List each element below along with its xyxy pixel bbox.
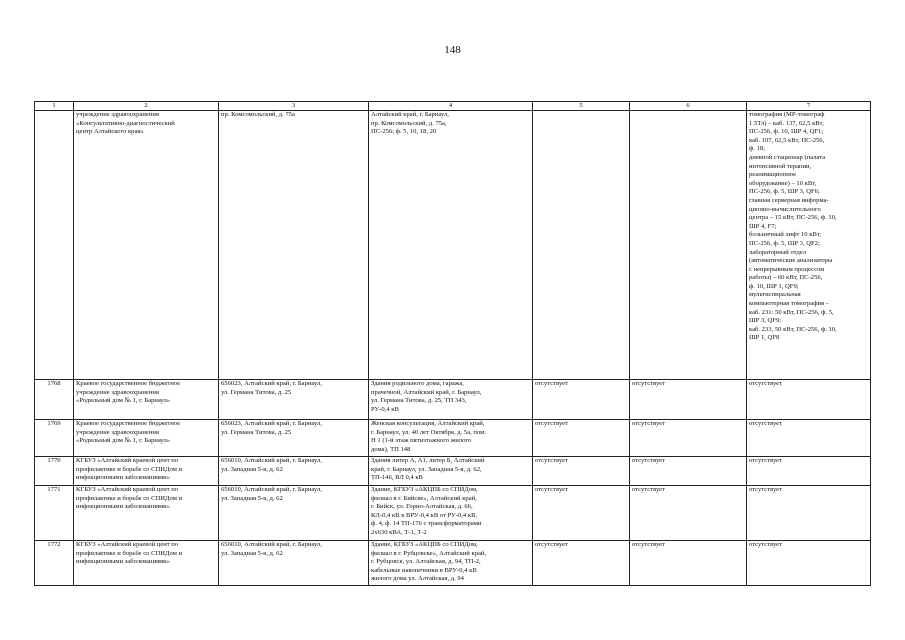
cell-text-line: работы) – 60 кВт, ПС-256, — [749, 274, 823, 282]
organization-address — [219, 457, 369, 486]
cell-text-line: главная серверная информа- — [749, 196, 829, 204]
column-5-value — [533, 111, 630, 380]
object-description — [369, 541, 533, 586]
cell-text-line: ф. 10, ШР 1, QF9; — [749, 282, 799, 290]
cell-text-line: отсутствует — [749, 420, 782, 427]
cell-text-line: прачечной, Алтайский край, г. Барнаул, — [371, 388, 482, 396]
row-number — [35, 111, 74, 380]
cell-text-line: г. Барнаул, ул. 40 лет Октября, д. 5а, пом. — [371, 428, 486, 436]
cell-text-line: каб. 107, 62,5 кВт, ПС-256, — [749, 136, 825, 144]
cell-text-line: КЛ-0,4 кВ в ВРУ-0,4 кВ от РУ-0,4 кВ, — [371, 511, 478, 519]
organization-name — [74, 111, 219, 380]
object-description — [369, 380, 533, 420]
cell-text-line: ул. Западная 5-я, д. 62 — [221, 465, 283, 473]
cell-text-line: Краевое государственное бюджетное — [76, 380, 181, 387]
cell-text-line: дневной стационар (палата — [749, 153, 826, 161]
column-6-value — [630, 420, 747, 457]
page-number: 148 — [444, 44, 461, 56]
cell-text-line: ПС-256, ф. 10, ШР 4, QF1; — [749, 128, 824, 136]
table-row — [35, 420, 871, 457]
cell-text-line: жилого дома ул. Алтайская, д. 94 — [371, 575, 464, 583]
column-header-row — [35, 102, 871, 111]
cell-text-line: отсутствует — [535, 541, 568, 548]
cell-text-line: Здания литер А, А1, литер Б, Алтайский — [371, 457, 485, 464]
cell-text-line: ПС-256, ф. 5, ШР 3, QF2; — [749, 239, 820, 247]
column-7-value — [747, 541, 871, 586]
row-number: 1772 — [35, 541, 74, 586]
cell-text-line: г. Рубцовск, ул. Алтайская, д. 94, ТП-2, — [371, 558, 481, 566]
cell-text-line: Краевое государственное бюджетное — [76, 420, 181, 427]
cell-text-line: Алтайский край, г. Барнаул, — [371, 111, 449, 118]
cell-text-line: ул. Германа Титова, д. 25, ТП 343, — [371, 397, 467, 405]
cell-text-line: инфекционными заболеваниями» — [76, 503, 171, 511]
table-row — [35, 486, 871, 541]
column-7-value — [747, 380, 871, 420]
column-header: 6 — [630, 102, 747, 111]
cell-text-line: инфекционными заболеваниями» — [76, 558, 171, 566]
row-number: 1769 — [35, 420, 74, 457]
cell-text-line: каб. 233, 50 кВт, ПС-256, ф. 10, — [749, 325, 837, 333]
column-7-value — [747, 457, 871, 486]
cell-text-line: «Родильный дом № 1, г. Барнаул» — [76, 437, 171, 445]
cell-text-line: томография (МР-томограф — [749, 111, 825, 118]
column-5-value — [533, 541, 630, 586]
cell-text-line: отсутствует — [632, 457, 665, 464]
row-number: 1768 — [35, 380, 74, 420]
cell-text-line: ШР 4, F7; — [749, 222, 777, 230]
column-7-value — [747, 486, 871, 541]
cell-text-line: г. Бийск, ул. Горно-Алтайская, д. 66, — [371, 503, 473, 511]
cell-text-line: больничный лифт 10 кВт, — [749, 231, 821, 239]
organization-name — [74, 420, 219, 457]
cell-text-line: профилактике и борьбе со СПИДом и — [76, 549, 183, 557]
cell-text-line: отсутствует — [535, 486, 568, 493]
object-description — [369, 420, 533, 457]
row-number: 1771 — [35, 486, 74, 541]
cell-text-line: лабораторный отдел — [749, 248, 807, 256]
cell-text-line: Здание, КГБУЗ «АКЦПБ со СПИДом, — [371, 541, 478, 548]
organization-name — [74, 541, 219, 586]
cell-text-line: оборудование) – 10 кВт, — [749, 179, 817, 187]
registry-table — [34, 101, 871, 586]
column-6-value — [630, 457, 747, 486]
column-6-value — [630, 380, 747, 420]
cell-text-line: отсутствует — [535, 380, 568, 387]
cell-text-line: мультиспиральная — [749, 291, 801, 299]
cell-text-line: учреждение здравоохранения — [76, 428, 159, 436]
cell-text-line: ционно-вычислительного — [749, 205, 821, 213]
cell-text-line: ШР 1, QF8 — [749, 334, 780, 342]
cell-text-line: кабельные наконечники в ВРУ-0,4 кВ — [371, 566, 477, 574]
organization-name — [74, 457, 219, 486]
column-5-value — [533, 380, 630, 420]
cell-text-line: реанимационное — [749, 171, 797, 179]
cell-text-line: отсутствует — [749, 457, 782, 464]
cell-text-line: КГБУЗ «Алтайский краевой цент по — [76, 541, 179, 548]
cell-text-line: пр. Комсомольский, д. 75а — [221, 111, 295, 118]
cell-text-line: отсутствует — [632, 486, 665, 493]
cell-text-line: с непрерывным процессом — [749, 265, 825, 273]
cell-text-line: РУ-0,4 кВ — [371, 405, 399, 413]
organization-name — [74, 486, 219, 541]
object-description — [369, 486, 533, 541]
column-header: 2 — [74, 102, 219, 111]
cell-text-line: компьютерная томография – — [749, 300, 829, 308]
cell-text-line: 656023, Алтайский край, г. Барнаул, — [221, 380, 322, 387]
organization-name — [74, 380, 219, 420]
column-6-value — [630, 111, 747, 380]
column-6-value — [630, 541, 747, 586]
cell-text-line: инфекционными заболеваниями» — [76, 474, 171, 482]
table-row — [35, 457, 871, 486]
cell-text-line: интенсивной терапии, — [749, 162, 812, 170]
cell-text-line: КГБУЗ «Алтайский краевой цент по — [76, 486, 179, 493]
cell-text-line: отсутствует — [749, 541, 782, 548]
cell-text-line: профилактике и борьбе со СПИДом и — [76, 465, 183, 473]
cell-text-line: 656010, Алтайский край, г. Барнаул, — [221, 541, 322, 548]
object-description — [369, 111, 533, 380]
cell-text-line: 2х630 кВА, Т-1, Т-2 — [371, 528, 427, 536]
column-header: 4 — [369, 102, 533, 111]
column-header: 7 — [747, 102, 871, 111]
cell-text-line: ПС-256, ф. 5, ШР 3, QF6; — [749, 188, 820, 196]
table-row — [35, 111, 871, 380]
column-7-value — [747, 420, 871, 457]
column-header: 3 — [219, 102, 369, 111]
object-description — [369, 457, 533, 486]
row-number: 1770 — [35, 457, 74, 486]
cell-text-line: ТП-146, ВЛ 0,4 кВ — [371, 474, 423, 482]
column-6-value — [630, 486, 747, 541]
cell-text-line: ул. Западная 5-я, д. 62 — [221, 549, 283, 557]
cell-text-line: центр Алтайского края» — [76, 128, 144, 136]
cell-text-line: учреждение здравоохранения — [76, 388, 159, 396]
cell-text-line: отсутствует — [535, 457, 568, 464]
cell-text-line: филиал в г. Бийске», Алтайский край, — [371, 494, 477, 502]
cell-text-line: ул. Западная 5-я, д. 62 — [221, 494, 283, 502]
column-7-value — [747, 111, 871, 380]
cell-text-line: «Консультативно-диагностический — [76, 119, 175, 127]
cell-text-line: отсутствует — [535, 420, 568, 427]
column-5-value — [533, 486, 630, 541]
cell-text-line: центра – 15 кВт, ПС-256, ф. 10, — [749, 214, 837, 222]
cell-text-line: 656010, Алтайский край, г. Барнаул, — [221, 457, 322, 464]
organization-address — [219, 486, 369, 541]
cell-text-line: отсутствует — [632, 380, 665, 387]
cell-text-line: 656010, Алтайский край, г. Барнаул, — [221, 486, 322, 493]
cell-text-line: дома), ТП 148 — [371, 445, 411, 453]
organization-address — [219, 380, 369, 420]
cell-text-line: 656023, Алтайский край, г. Барнаул, — [221, 420, 322, 427]
cell-text-line: край, г. Барнаул, ул. Западная 5-я, д. 62, — [371, 465, 482, 473]
cell-text-line: пр. Комсомольский, д. 75а, — [371, 119, 447, 127]
cell-text-line: ШР 3, QF9; — [749, 317, 782, 325]
column-header: 5 — [533, 102, 630, 111]
cell-text-line: каб. 231: 50 кВт, ПС-256, ф. 5, — [749, 308, 834, 316]
cell-text-line: филиал в г. Рубцовске», Алтайский край, — [371, 549, 487, 557]
cell-text-line: Здания родильного дома, гаража, — [371, 380, 464, 387]
cell-text-line: ф. 18; — [749, 145, 765, 153]
cell-text-line: (автоматические анализаторы — [749, 257, 833, 265]
cell-text-line: Женская консультация, Алтайский край, — [371, 420, 485, 427]
organization-address — [219, 420, 369, 457]
cell-text-line: отсутствует — [632, 541, 665, 548]
cell-text-line: Здание, КГБУЗ «АКЦПБ со СПИДом, — [371, 486, 478, 493]
table-row — [35, 380, 871, 420]
cell-text-line: отсутствует — [632, 420, 665, 427]
cell-text-line: отсутствует — [749, 486, 782, 493]
table-body — [35, 111, 871, 586]
cell-text-line: профилактике и борьбе со СПИДом и — [76, 494, 183, 502]
cell-text-line: учреждение здравоохранения — [76, 111, 159, 118]
table-row — [35, 541, 871, 586]
organization-address — [219, 111, 369, 380]
cell-text-line: КГБУЗ «Алтайский краевой цент по — [76, 457, 179, 464]
cell-text-line: ул. Германа Титова, д. 25 — [221, 388, 292, 396]
cell-text-line: ул. Германа Титова, д. 25 — [221, 428, 292, 436]
cell-text-line: «Родильный дом № 1, г. Барнаул» — [76, 397, 171, 405]
cell-text-line: отсутствует — [749, 380, 782, 387]
cell-text-line: Н 1 (1-й этаж пятиэтажного жилого — [371, 437, 472, 445]
column-5-value — [533, 457, 630, 486]
cell-text-line: 1.5Тл) – каб. 137, 62,5 кВт, — [749, 119, 824, 127]
column-5-value — [533, 420, 630, 457]
organization-address — [219, 541, 369, 586]
column-header: 1 — [35, 102, 74, 111]
cell-text-line: ф. 4, ф. 14 ТП-176 с трансформаторами — [371, 520, 482, 528]
cell-text-line: ПС-256; ф. 5, 10, 18, 20 — [371, 128, 437, 136]
